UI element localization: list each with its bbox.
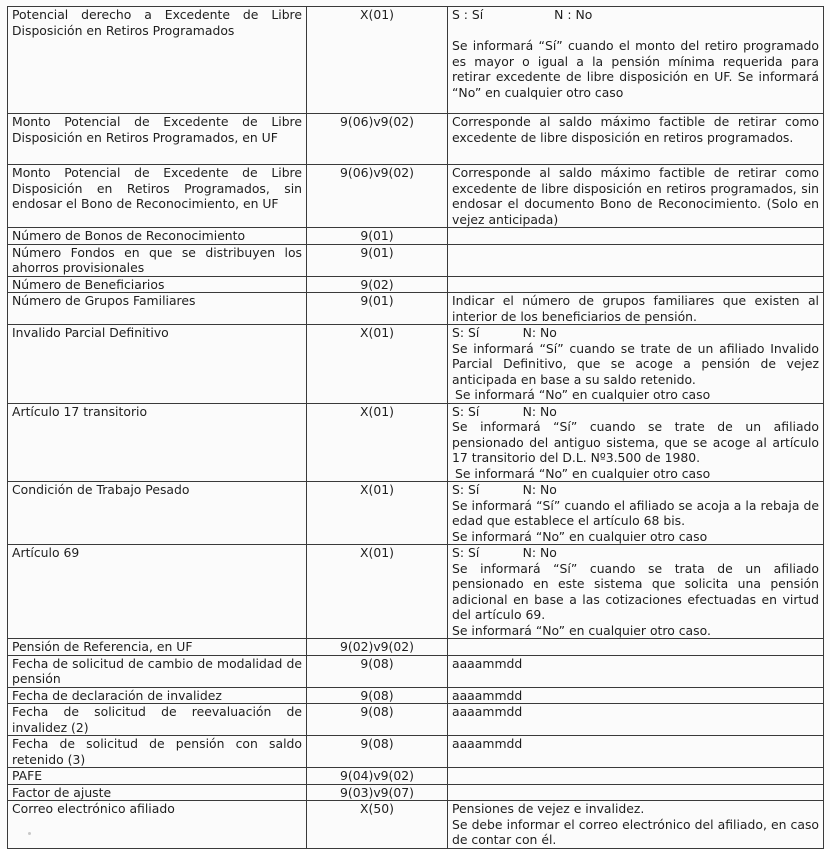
table-row xyxy=(8,639,824,656)
field-description xyxy=(448,639,824,656)
table-row xyxy=(8,736,824,768)
field-format: X(01) xyxy=(307,403,448,482)
field-name: Fecha de solicitud de pensión con saldo retenido (3) xyxy=(8,736,307,768)
table-row xyxy=(8,325,824,404)
field-description xyxy=(448,482,824,545)
field-description-text: Se debe informar el correo electrónico del afiliado, en caso de contar con él. xyxy=(452,816,819,847)
field-format: 9(08) xyxy=(307,704,448,736)
field-description xyxy=(448,545,824,639)
field-name: Pensión de Referencia, en UF xyxy=(8,639,307,656)
field-description: aaaammdd xyxy=(448,655,824,687)
field-description: aaaammdd xyxy=(448,687,824,704)
table-row xyxy=(8,801,824,849)
field-description xyxy=(448,784,824,801)
field-note: Se informará “No” en cualquier otro caso xyxy=(452,528,708,544)
table-row xyxy=(8,7,824,114)
table-row xyxy=(8,114,824,165)
field-description-text: Se informará “Sí” cuando se trate de un afiliado pensionado del antiguo sistema, que se acoge al artículo 17 transitorio del D.L. Nº3.500 de 1980. xyxy=(452,419,819,465)
field-options: S : Sí N : No xyxy=(452,7,593,22)
field-name: Fecha de solicitud de cambio de modalidad de pensión xyxy=(8,655,307,687)
field-description: aaaammdd xyxy=(448,704,824,736)
table-row xyxy=(8,244,824,276)
field-description xyxy=(448,403,824,482)
table-row xyxy=(8,403,824,482)
field-name: Artículo 17 transitorio xyxy=(8,403,307,482)
table-row xyxy=(8,276,824,293)
field-name: Factor de ajuste xyxy=(8,784,307,801)
field-name: Potencial derecho a Excedente de Libre Disposición en Retiros Programados xyxy=(8,7,307,114)
field-format: X(50) xyxy=(307,801,448,849)
field-format: 9(03)v9(07) xyxy=(307,784,448,801)
field-options: S: Sí N: No xyxy=(452,403,557,419)
field-name: Invalido Parcial Definitivo xyxy=(8,325,307,404)
field-description-text: Se informará “Sí” cuando se trata de un afiliado pensionado en este sistema que solicita una pensión adicional en base a las cotizaciones efectuadas en virtud del artículo 69. xyxy=(452,560,819,622)
field-format: 9(02)v9(02) xyxy=(307,639,448,656)
field-description xyxy=(448,801,824,849)
field-options: S: Sí N: No xyxy=(452,325,557,340)
field-format: 9(01) xyxy=(307,293,448,325)
field-format: 9(01) xyxy=(307,228,448,245)
field-name: Número de Beneficiarios xyxy=(8,276,307,293)
field-description xyxy=(448,325,824,404)
field-description xyxy=(448,768,824,785)
field-options: S: Sí N: No xyxy=(452,482,557,497)
table-row xyxy=(8,768,824,785)
field-format: 9(04)v9(02) xyxy=(307,768,448,785)
table-row xyxy=(8,784,824,801)
field-name: Fecha de solicitud de reevaluación de invalidez (2) xyxy=(8,704,307,736)
field-name: Número de Bonos de Reconocimiento xyxy=(8,228,307,245)
field-note: Se informará “No” en cualquier otro caso. xyxy=(452,622,711,638)
table-row xyxy=(8,687,824,704)
field-format: 9(02) xyxy=(307,276,448,293)
field-format: 9(08) xyxy=(307,687,448,704)
field-description: Indicar el número de grupos familiares que existen al interior de los beneficiarios de pensión. xyxy=(448,293,824,325)
field-format: X(01) xyxy=(307,482,448,545)
field-name: Monto Potencial de Excedente de Libre Disposición en Retiros Programados, en UF xyxy=(8,114,307,165)
table-row xyxy=(8,228,824,245)
field-description: aaaammdd xyxy=(448,736,824,768)
field-name: Monto Potencial de Excedente de Libre Disposición en Retiros Programados, sin endosar el Bono de Reconocimiento, en UF xyxy=(8,165,307,228)
field-format: 9(08) xyxy=(307,655,448,687)
table-row xyxy=(8,293,824,325)
field-description xyxy=(448,7,824,114)
field-name: Condición de Trabajo Pesado xyxy=(8,482,307,545)
field-format: 9(08) xyxy=(307,736,448,768)
table-row xyxy=(8,655,824,687)
field-name: Número de Grupos Familiares xyxy=(8,293,307,325)
field-description-text: Se informará “Sí” cuando se trate de un afiliado Invalido Parcial Definitivo, que se acoge a pensión de vejez anticipada en base a su saldo retenido. xyxy=(452,340,819,387)
scan-speck xyxy=(28,832,31,835)
table-row xyxy=(8,704,824,736)
table-row xyxy=(8,482,824,545)
field-note: Se informará “No” en cualquier otro caso xyxy=(455,465,711,481)
field-description xyxy=(448,276,824,293)
table-row xyxy=(8,545,824,639)
field-name: Artículo 69 xyxy=(8,545,307,639)
field-name: Correo electrónico afiliado xyxy=(8,801,307,849)
field-format: 9(06)v9(02) xyxy=(307,165,448,228)
field-options: Pensiones de vejez e invalidez. xyxy=(452,801,645,816)
field-format: X(01) xyxy=(307,325,448,404)
spacer xyxy=(452,23,819,39)
field-format: X(01) xyxy=(307,7,448,114)
table-row xyxy=(8,165,824,228)
field-format: 9(01) xyxy=(307,244,448,276)
field-specification-table xyxy=(7,6,824,849)
field-description-text: Se informará “Sí” cuando el afiliado se acoja a la rebaja de edad que establece el artículo 68 bis. xyxy=(452,497,819,528)
field-description: Corresponde al saldo máximo factible de retirar como excedente de libre disposición en retiros programados, sin endosar el documento Bono de Reconocimiento. (Solo en vejez anticipada) xyxy=(448,165,824,228)
field-note: Se informará “No” en cualquier otro caso xyxy=(455,387,711,402)
field-format: X(01) xyxy=(307,545,448,639)
field-name: Número Fondos en que se distribuyen los ahorros provisionales xyxy=(8,244,307,276)
field-name: PAFE xyxy=(8,768,307,785)
field-description xyxy=(448,228,824,245)
field-description xyxy=(448,244,824,276)
field-options: S: Sí N: No xyxy=(452,545,557,560)
field-description-text: Se informará “Sí” cuando el monto del retiro programado es mayor o igual a la pensión mínima requerida para retirar excedente de libre disposición en UF. Se informará “No” en cualquier otro caso xyxy=(452,38,819,100)
field-name: Fecha de declaración de invalidez xyxy=(8,687,307,704)
field-description: Corresponde al saldo máximo factible de retirar como excedente de libre disposición en retiros programados. xyxy=(448,114,824,165)
field-format: 9(06)v9(02) xyxy=(307,114,448,165)
